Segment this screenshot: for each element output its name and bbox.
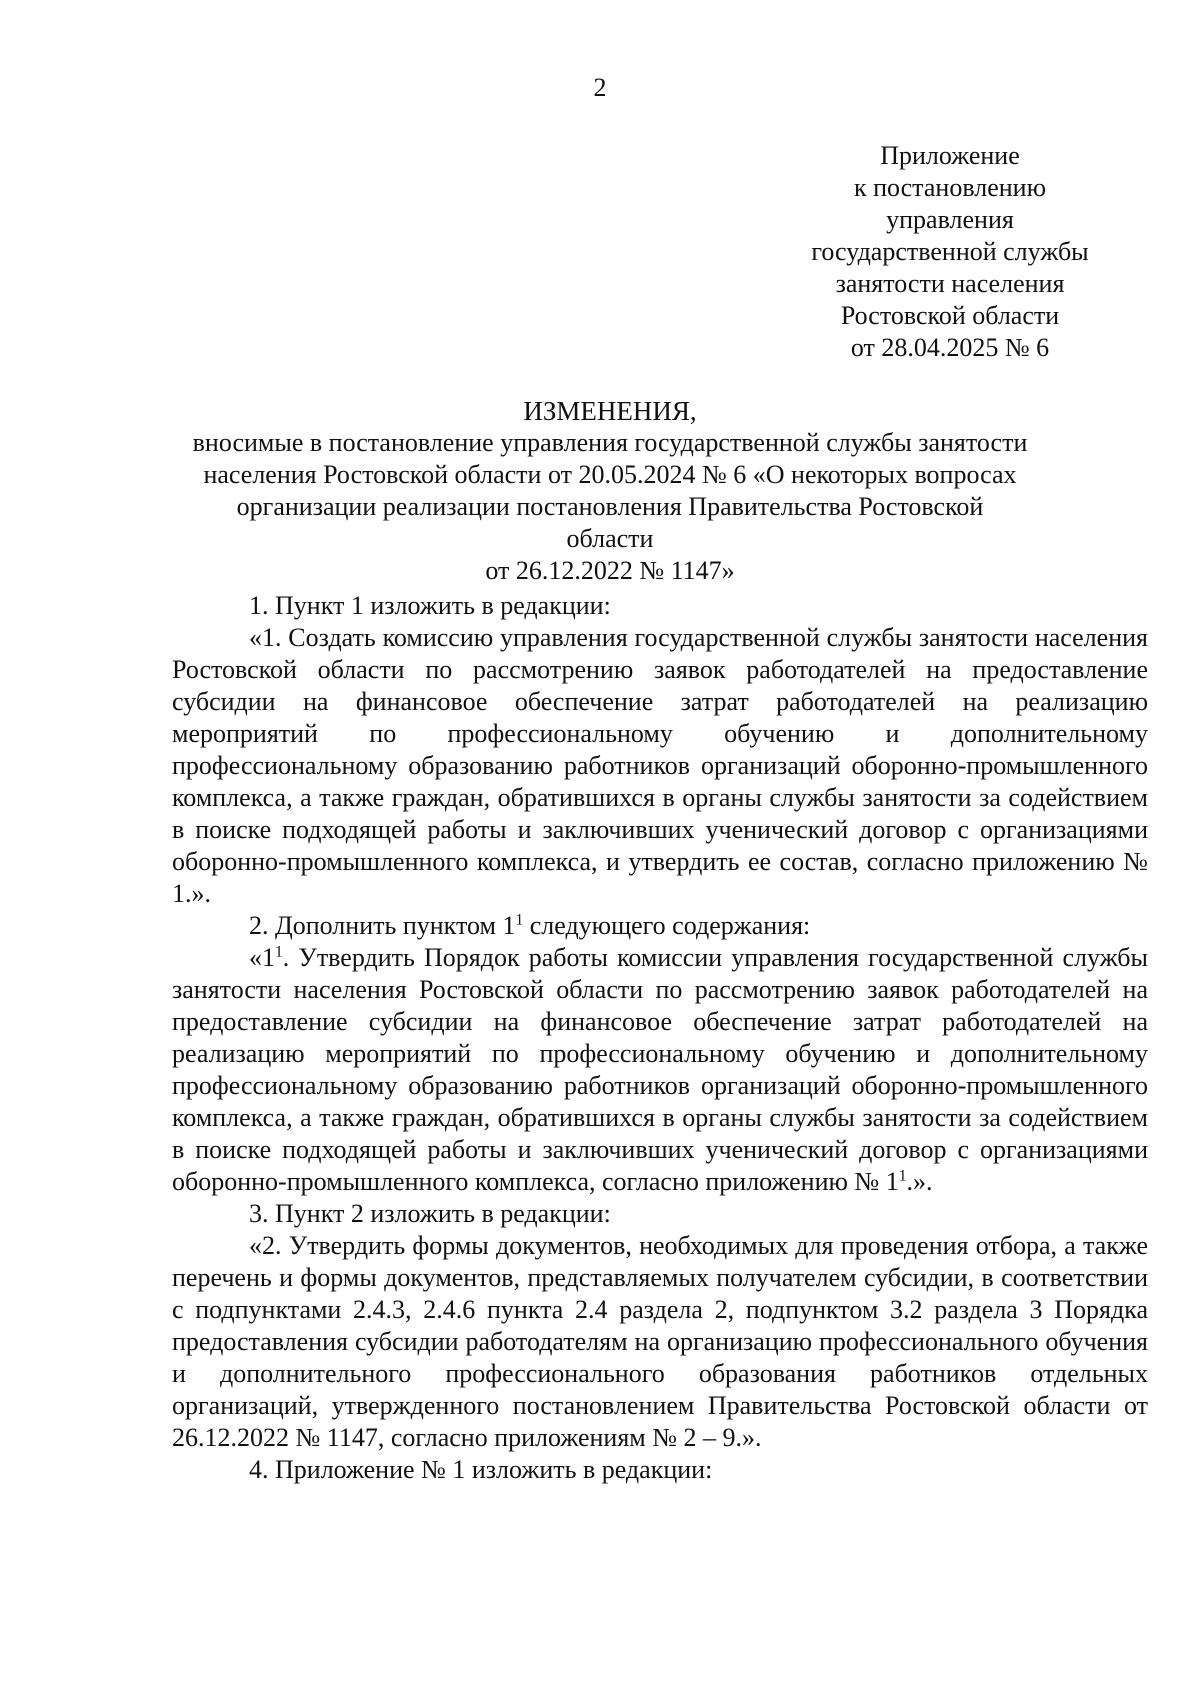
item-2-text [172,942,1148,1198]
appendix-line: занятости населения [835,269,1065,298]
appendix-line: от 28.04.2025 № 6 [850,333,1050,362]
title-line: от 26.12.2022 № 1147» [485,556,735,585]
item-2-intro-part: следующего содержания: [523,911,811,940]
item-2-intro-part: 2. Дополнить пунктом 1 [249,911,516,940]
item-2-text-part: «1 [249,943,275,972]
title-line: вносимые в постановление управления государственной службы занятости [192,428,1028,457]
appendix-line: Ростовской области [840,301,1060,330]
document-body [172,590,1148,1486]
superscript: 1 [275,943,283,961]
item-2-intro [172,910,1148,942]
appendix-line: Приложение [880,141,1020,170]
title-line: населения Ростовской области от 20.05.2024 № 6 «О некоторых вопросах [203,460,1017,489]
appendix-line: государственной службы [811,237,1089,266]
superscript: 1 [515,911,524,929]
item-1-intro: 1. Пункт 1 изложить в редакции: [249,591,611,620]
item-2-text-part: .». [906,1167,933,1196]
title-line: организации реализации постановления Правительства Ростовской области [236,492,984,553]
item-3-text: «2. Утвердить формы документов, необходимых для проведения отбора, а также перечень и формы документов, представляемых получателем субсидии, в соответствии с подпунктами 2.4.3, 2.4.6 пункта 2.4 раздела 2, подпунктом 3.2 раздела 3 Порядка предоставления субсидии работодателям на организацию профессионального обучения и дополнительного профессионального образования работников отдельных организаций, утвержденного постановлением Правительства Ростовской области от 26.12.2022 № 1147, согласно приложениям № 2 – 9.». [172,1231,1148,1452]
page-number: 2 [593,73,607,102]
item-3-intro: 3. Пункт 2 изложить в редакции: [249,1199,611,1228]
appendix-header [770,140,1130,364]
item-4-intro: 4. Приложение № 1 изложить в редакции: [249,1455,713,1484]
item-2-text-part: . Утвердить Порядок работы комиссии управления государственной службы занятости населения Ростовской области по рассмотрению заявок работодателей на предоставление субсидии на финансовое обеспечение затрат работодателей на реализацию мероприятий по профессиональному обучению и дополнительному профессиональному образованию работников организаций оборонно-промышленного комплекса, а также граждан, обратившихся в органы службы занятости за содействием в поиске подходящей работы и заключивших ученический договор с организациями оборонно-промышленного комплекса, согласно приложению № 1 [172,943,1148,1196]
document-title-block [190,395,1030,587]
document-title: ИЗМЕНЕНИЯ, [523,396,697,426]
appendix-line: к постановлению [853,173,1047,202]
item-1-text: «1. Создать комиссию управления государственной службы занятости населения Ростовской области по рассмотрению заявок работодателей на предоставление субсидии на финансовое обеспечение затрат работодателей на реализацию мероприятий по профессиональному обучению и дополнительному профессиональному образованию работников организаций оборонно-промышленного комплекса, а также граждан, обратившихся в органы службы занятости за содействием в поиске подходящей работы и заключивших ученический договор с организациями оборонно-промышленного комплекса, и утвердить ее состав, согласно приложению № 1.». [172,623,1148,908]
superscript: 1 [898,1167,907,1185]
appendix-line: управления [886,205,1014,234]
